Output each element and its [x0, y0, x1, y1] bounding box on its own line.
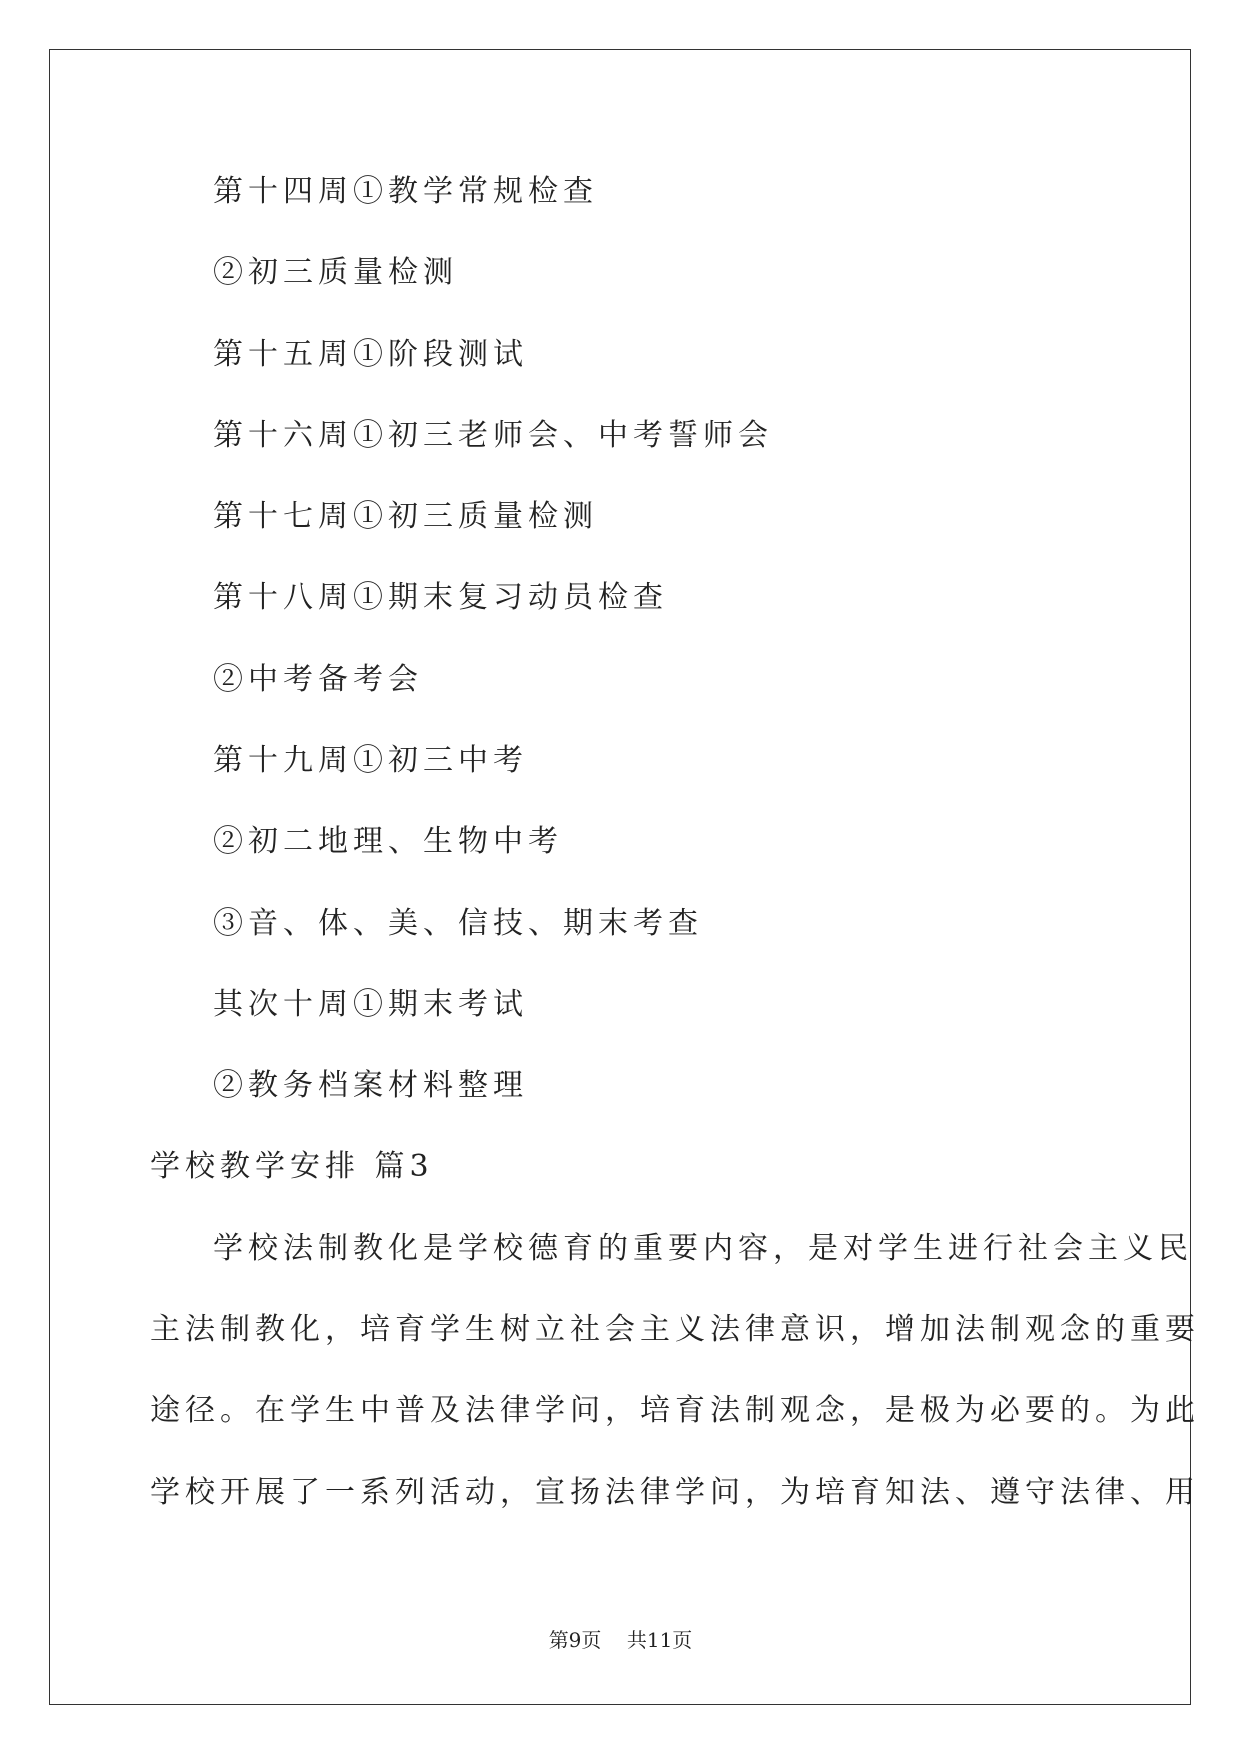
schedule-item: 第十五周①阶段测试 [213, 337, 528, 372]
schedule-item: 其次十周①期末考试 [213, 987, 528, 1022]
schedule-item: 第十九周①初三中考 [213, 743, 528, 778]
paragraph-line: 学校开展了一系列活动，宣扬法律学问，为培育知法、遵守法律、用 [150, 1475, 1200, 1510]
schedule-item: 第十八周①期末复习动员检查 [213, 580, 668, 615]
schedule-item: 第十四周①教学常规检查 [213, 174, 598, 209]
paragraph-line: 主法制教化，培育学生树立社会主义法律意识，增加法制观念的重要 [150, 1312, 1200, 1347]
section-heading: 学校教学安排 篇3 [150, 1149, 434, 1184]
paragraph-line: 学校法制教化是学校德育的重要内容，是对学生进行社会主义民 [213, 1231, 1193, 1266]
schedule-item: 第十七周①初三质量检测 [213, 499, 598, 534]
schedule-item: ②初二地理、生物中考 [213, 824, 563, 859]
schedule-item: ②初三质量检测 [213, 255, 458, 290]
schedule-item: ②中考备考会 [213, 662, 423, 697]
schedule-item: ③音、体、美、信技、期末考查 [213, 906, 703, 941]
page-border [49, 49, 1191, 1705]
schedule-item: 第十六周①初三老师会、中考誓师会 [213, 418, 773, 453]
schedule-item: ②教务档案材料整理 [213, 1068, 528, 1103]
paragraph-line: 途径。在学生中普及法律学问，培育法制观念，是极为必要的。为此 [150, 1393, 1200, 1428]
page-footer: 第9页 共11页 [548, 1628, 693, 1652]
